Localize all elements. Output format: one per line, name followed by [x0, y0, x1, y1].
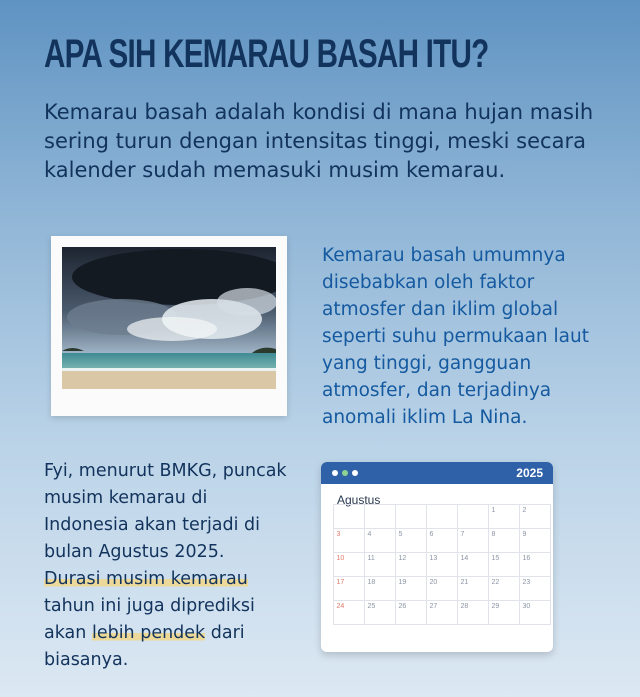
calendar-day: 15	[488, 552, 520, 577]
calendar-day: 26	[395, 600, 427, 625]
calendar-day: 16	[519, 552, 551, 577]
calendar-day: 30	[519, 600, 551, 625]
calendar-day: 22	[488, 576, 520, 601]
calendar-grid	[333, 504, 550, 624]
calendar-day: 14	[457, 552, 489, 577]
calendar-header	[321, 462, 553, 484]
fyi-part-3: dari biasanya.	[44, 623, 245, 670]
fyi-part-1: Fyi, menurut BMKG, puncak musim kemarau di Indonesia akan terjadi di bulan Agustus 2025.	[44, 461, 287, 562]
calendar-day: 27	[426, 600, 458, 625]
calendar-day: 11	[364, 552, 396, 577]
calendar-day: 2	[519, 504, 551, 529]
calendar-day	[364, 504, 396, 529]
calendar-day: 29	[488, 600, 520, 625]
calendar-day: 8	[488, 528, 520, 553]
calendar-day: 6	[426, 528, 458, 553]
page-title: APA SIH KEMARAU BASAH ITU?	[44, 32, 489, 76]
calendar-day: 21	[457, 576, 489, 601]
highlight-duration: Durasi musim kemarau	[44, 569, 248, 589]
calendar-day: 19	[395, 576, 427, 601]
calendar-day: 12	[395, 552, 427, 577]
cause-text: Kemarau basah umumnya disebabkan oleh faktor atmosfer dan iklim global seperti suhu permukaan laut yang tinggi, gangguan atmosfer, dan terjadinya anomali iklim La Nina.	[322, 245, 589, 428]
calendar-day: 23	[519, 576, 551, 601]
calendar-day: 13	[426, 552, 458, 577]
calendar-day: 4	[364, 528, 396, 553]
fyi-part-2: tahun ini juga diprediksi akan	[44, 596, 255, 643]
calendar-day: 10	[333, 552, 365, 577]
calendar-day	[395, 504, 427, 529]
calendar-day: 5	[395, 528, 427, 553]
calendar-day	[457, 504, 489, 529]
fyi-text	[44, 458, 294, 674]
calendar-day	[333, 504, 365, 529]
calendar-day: 7	[457, 528, 489, 553]
calendar-day: 25	[364, 600, 396, 625]
calendar-day: 24	[333, 600, 365, 625]
calendar-day: 28	[457, 600, 489, 625]
calendar-day: 20	[426, 576, 458, 601]
dot-icon	[332, 470, 338, 476]
highlight-shorter: lebih pendek	[91, 623, 206, 643]
calendar-day: 17	[333, 576, 365, 601]
stormy-beach-photo	[62, 247, 276, 389]
dot-icon	[342, 470, 348, 476]
calendar-day: 9	[519, 528, 551, 553]
dot-icon	[352, 470, 358, 476]
calendar-card	[321, 462, 553, 652]
calendar-day: 1	[488, 504, 520, 529]
calendar-day	[426, 504, 458, 529]
photo-frame	[51, 236, 287, 416]
calendar-day: 18	[364, 576, 396, 601]
calendar-year: 2025	[516, 466, 543, 480]
calendar-day: 3	[333, 528, 365, 553]
intro-text: Kemarau basah adalah kondisi di mana hujan masih sering turun dengan intensitas tinggi, meski secara kalender sudah memasuki musim kemarau.	[44, 100, 594, 182]
calendar-month: Agustus	[337, 493, 381, 507]
